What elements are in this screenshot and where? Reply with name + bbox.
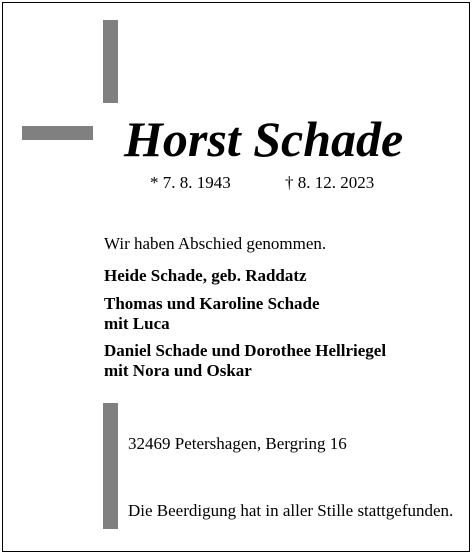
side-vertical-bar — [103, 403, 118, 529]
cross-horizontal-bar — [22, 126, 93, 140]
family-member-2: Thomas und Karoline Schade — [104, 294, 320, 313]
funeral-note: Die Beerdigung hat in aller Stille stattgefunden. — [128, 501, 454, 520]
family-member-2-child: mit Luca — [104, 314, 170, 333]
family-member-3-children: mit Nora und Oskar — [104, 361, 252, 380]
cross-vertical-bar — [103, 20, 118, 103]
deceased-name: Horst Schade — [124, 111, 404, 167]
birth-date: * 7. 8. 1943 — [150, 173, 231, 192]
family-member-1: Heide Schade, geb. Raddatz — [104, 266, 307, 285]
death-date: † 8. 12. 2023 — [285, 173, 375, 192]
family-address: 32469 Petershagen, Bergring 16 — [128, 434, 347, 453]
family-member-3: Daniel Schade und Dorothee Hellriegel — [104, 341, 387, 360]
farewell-intro: Wir haben Abschied genommen. — [104, 234, 327, 253]
